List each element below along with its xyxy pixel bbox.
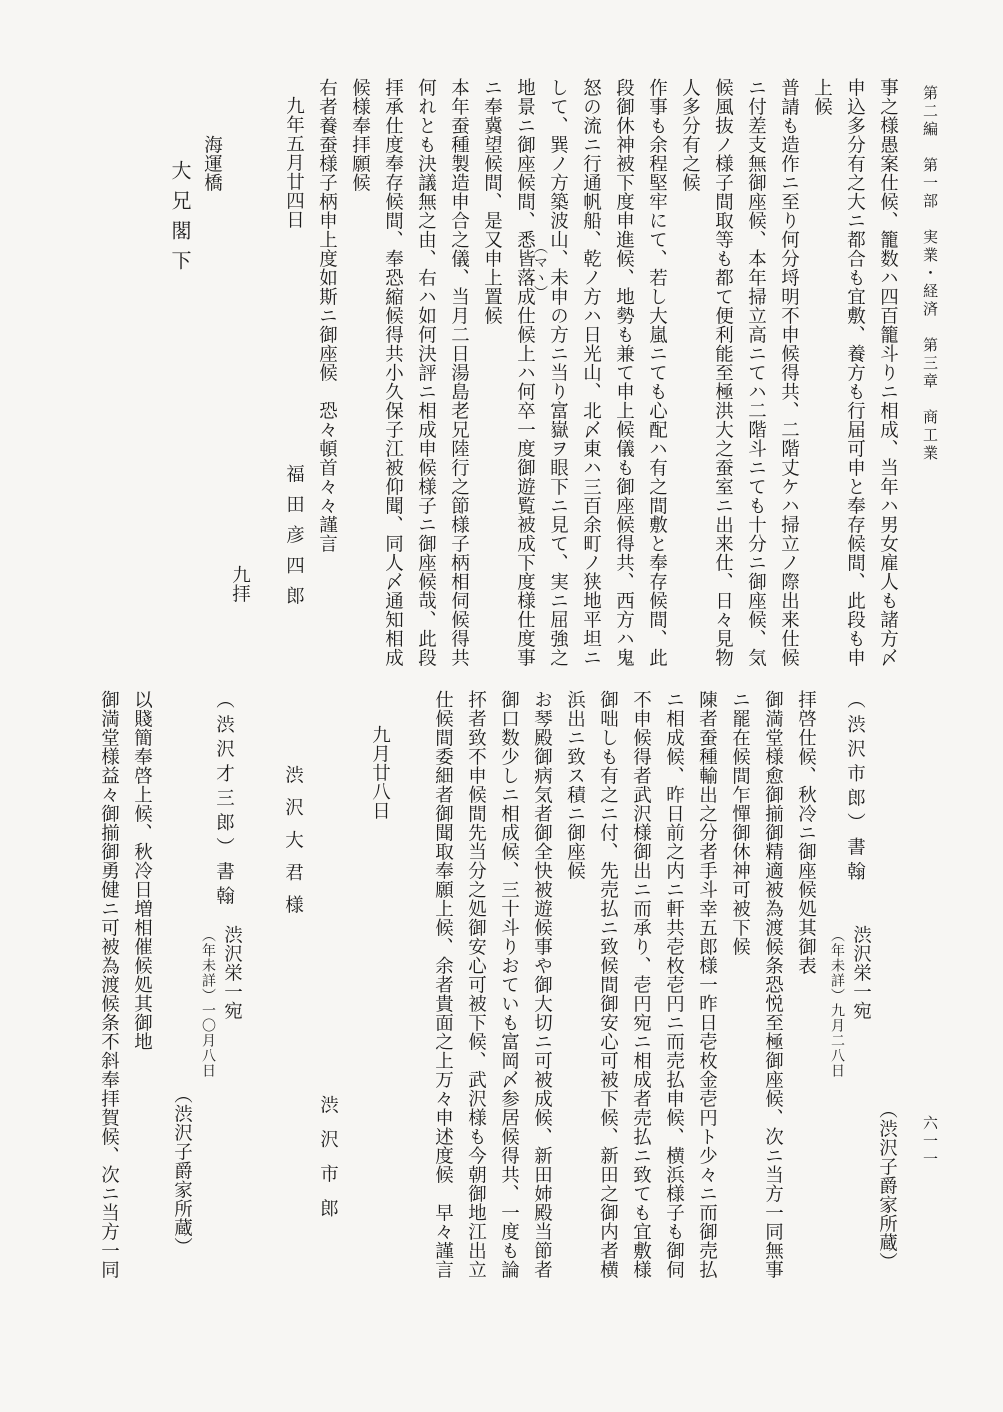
body-line: して、巽ノ方築波山、未申の方ニ当り富嶽ヲ眼下ニ見て、実ニ屈強之	[547, 78, 569, 667]
document-date: （年未詳）一〇月八日	[200, 928, 216, 1078]
page-number: 六一一	[921, 1115, 939, 1169]
source-note: （渋沢子爵家所蔵）	[171, 1085, 193, 1256]
letter-signer: 福田彦四郎	[283, 464, 305, 617]
body-line: ニ付差支無御座候、本年掃立高ニてハ二階斗ニても十分ニ御座候、気	[745, 78, 767, 667]
body-line: 怒の流ニ行通帆船、乾ノ方ハ日光山、北〆東ハ三百余町ノ狭地平坦ニ	[580, 78, 602, 667]
body-line: 作事も余程堅牢にて、若し大嵐ニても心配ハ有之間敷と奉存候間、此	[646, 78, 668, 667]
body-line: 何れとも決議無之由、右ハ如何決評ニ相成申候様子ニ御座候哉、此段	[415, 78, 437, 667]
body-line: 仕候間委細者御聞取奉願上候、余者貴面之上万々申述度候 早々謹言	[432, 690, 454, 1279]
body-line: お琴殿御病気者御全快被遊候事や御大切ニ可被成候、新田姉殿当節者	[531, 690, 553, 1279]
document-recipient: 渋沢栄一宛	[221, 925, 243, 1020]
body-line: 上候	[811, 78, 833, 116]
body-line: 右者養蚕様子柄申上度如斯ニ御座候 恐々頓首々々謹言	[316, 78, 338, 553]
body-line: 陳者蚕種輸出之分者手斗幸五郎様一昨日壱枚金壱円ト少々ニ而御売払	[696, 690, 718, 1279]
body-line: 御満堂様益々御揃御勇健ニ可被為渡候条不斜奉拝賀候、次ニ当方一同	[98, 690, 120, 1279]
body-line: 御口数少しニ相成候、三十斗りおていも富岡〆参居候得共、一度も論	[498, 690, 520, 1279]
addressee-place: 海運橋	[201, 135, 223, 192]
body-line: 御満堂様愈御揃御精適被為渡候条恐悦至極御座候、次ニ当方一同無事	[762, 690, 784, 1279]
body-line: ニ相成候、昨日前之内ニ軒共壱枚壱円ニ而売払申候、横浜様子も御伺	[663, 690, 685, 1279]
document-date: （年未詳）九月二八日	[829, 928, 845, 1078]
body-line: 地景ニ御座候間、悉皆落成仕候上ハ何卒一度御遊覧被成下度様仕度事	[514, 78, 536, 667]
body-line: 以賤簡奉啓上候、秋冷日増相催候処其御地	[131, 690, 153, 1051]
body-line: 人多分有之候	[679, 78, 701, 192]
body-line: 候風抜ノ様子間取等も都て便利能至極洪大之蚕室ニ出来仕、日々見物	[712, 78, 734, 667]
document-title: （渋沢才三郎）書翰	[213, 690, 235, 911]
body-line: 御咄しも有之ニ付、先売払ニ致候間御安心可被下候、新田之御内者横	[597, 690, 619, 1279]
letter-closing: 九拝	[229, 565, 251, 603]
body-line: 抔者致不申候間先当分之処御安心可被下候、武沢様も今朝御地江出立	[465, 690, 487, 1279]
body-line: 申込多分有之大ニ都合も宜敷、養方も行届可申と奉存候間、此段も申	[844, 78, 866, 667]
letter-signer: 渋沢市郎	[317, 1095, 339, 1233]
letter-date: 九年五月廿四日	[283, 96, 305, 229]
body-line: 浜出ニ致ス積ニ御座候	[564, 690, 586, 880]
body-line: ニ奉冀望候間、是又申上置候	[481, 78, 503, 325]
body-line: 普請も造作ニ至り何分埒明不申候得共、二階丈ケハ掃立ノ際出来仕候	[778, 78, 800, 667]
ruby-annotation: （マヽ）	[532, 240, 548, 300]
body-line: ニ罷在候間乍憚御休神可被下候	[729, 690, 751, 956]
body-line: 候様奉拝願候	[349, 78, 371, 192]
addressee: 大兄閣下	[168, 160, 192, 280]
running-title: 第二編 第一部 実業・経済 第三章 商工業	[921, 85, 939, 463]
letter-addressee: 渋沢大君様	[282, 765, 304, 928]
body-line: 拝承仕度奉存候間、奉恐縮候得共小久保子江被仰聞、同人〆通知相成	[382, 78, 404, 667]
body-line: 本年蚕種製造申合之儀、当月二日湯島老兄陸行之節様子柄相伺候得共	[448, 78, 470, 667]
body-line: 不申候得者武沢様御出ニ而承り、壱円宛ニ相成者売払ニ致ても宜敷様	[630, 690, 652, 1279]
body-line: 事之様愚案仕候、籠数ハ四百籠斗りニ相成、当年ハ男女雇人も諸方〆	[877, 78, 899, 667]
body-line: 段御休神被下度申進候、地勢も兼て申上候儀も御座候得共、西方ハ鬼	[613, 78, 635, 667]
body-line: 拝啓仕候、秋冷ニ御座候処其御表	[795, 690, 817, 975]
document-title: （渋沢市郎）書翰	[844, 690, 866, 886]
source-note: （渋沢子爵家所蔵）	[876, 1100, 898, 1271]
letter-date: 九月廿八日	[369, 725, 391, 820]
document-recipient: 渋沢栄一宛	[850, 925, 872, 1020]
